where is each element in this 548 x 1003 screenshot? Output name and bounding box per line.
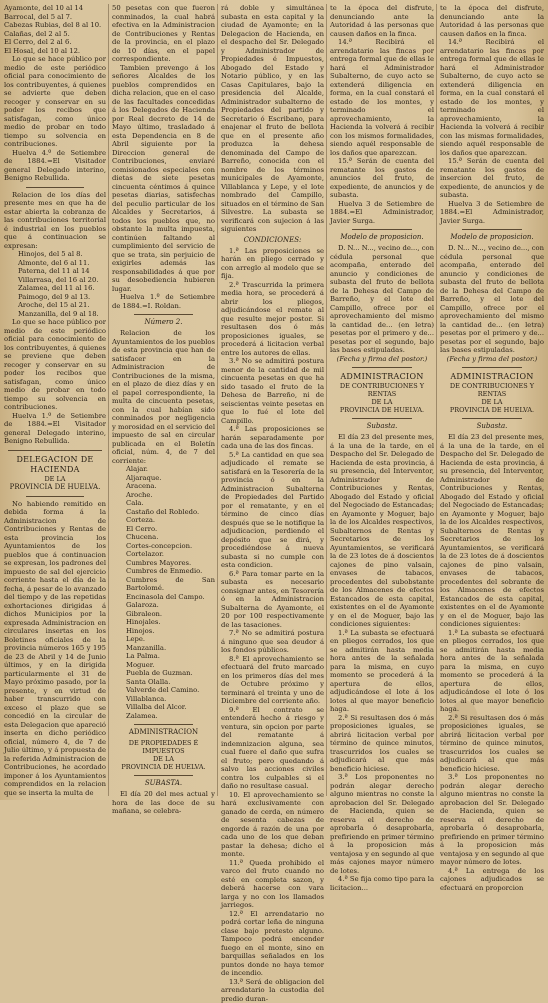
condition-item: 15.ª Serán de cuenta del rematante los gastos de anuncios del fruto, de expediente, de anuncios y de subasta.: [330, 157, 434, 200]
divider: [134, 314, 193, 315]
divider: [352, 418, 412, 419]
list-item: Galaroza.: [126, 601, 215, 610]
model-heading: Modelo de proposicion.: [330, 233, 434, 242]
list-item: Zalamea.: [126, 712, 215, 721]
paragraph: D. N... N..., vecino de..., con cédula personal que acompaña, enterado del anuncio y condiciones de subasta del fruto de bellota de la Dehesa del Campo de Barreño, y el lote del Campillo, ofrece por el aprovechamiento del mismo la cantidad de... (en letra) pesetas por el primero y de... pesetas por el segundo, bajo las bases estipuladas.: [440, 244, 544, 355]
section-heading-sub: PROVINCIA DE HUELVA.: [330, 406, 434, 414]
list-item: Cumbres de Enmedio.: [126, 567, 215, 576]
list-item: Villablanca.: [126, 695, 215, 704]
divider: [134, 724, 193, 725]
list-item: Barrocal, del 5 al 7.: [4, 13, 106, 22]
condition-item: 4.ª La entrega de los cajones adjudicados se efectuará en proporcion: [440, 867, 544, 893]
divider: [352, 367, 412, 368]
paragraph: Lo que se hace público por medio de este periódico oficial para conocimiento de los contribuyentes, á quienes se advierte que deben recoger y conservar en su poder los recibos que satisfagan, como único medio de probar en todo tiempo su solvencia en contribuciones.: [4, 55, 106, 149]
list-item: Cortelazor.: [126, 550, 215, 559]
condition-item: 1.ª La subasta se efectuará en pliegos cerrados, los que se admitirán hasta media hora antes de la señalada para la misma, en cuyo momento se procederá á la apertura de ellos, adjudicándose el lote ó los lotes al que mayor beneficio haga.: [440, 629, 544, 714]
condition-item: 9.ª El contrato se entenderá hecho á riesgo y ventura, sin opcion por parte del rematante á indemnizacion alguna, sea cual fuere el daño que sufra el fruto; pero quedando á salvo las acciones civiles contra los culpables si el daño no resultase casual.: [221, 706, 324, 791]
condition-item: 1.ª Las proposiciones se harán en pliego cerrado y con arreglo al modelo que se fija.: [221, 247, 324, 281]
model-heading: Modelo de proposicion.: [440, 233, 544, 242]
condition-item: 3.ª Los proponentes no podrán alegar derecho alguno mientras no conste la aprobacion del Sr. Delegado de Hacienda, quien se reserva el derecho de aprobarla ó desaprobarla, prefiriendo en primer término á la proposicion más ventajosa y en segundo al que más cajones mayor número de lotes.: [330, 773, 434, 875]
condition-item: 10. El aprovechamiento se hará exclusivamente con ganado de cerda, en número de sesenta cabezas de engorde á razón de una por cada uno de los que deban pastar la dehesa; dicho el monte.: [221, 791, 324, 859]
column-5: [440, 4, 544, 796]
paragraph: rá doble y simultánea subasta en esta capital y la ciudad de Ayamonte; en la Delegacion de Hacienda, en el despacho del Sr. Delegado y Administrador de Propiedades é Impuestos, Abogado del Estado y Notario público, y en las Casas Capitulares, bajo la presidencia del Alcalde, Administrador subalterno de Propiedades del partido y Secretario ó Escribano, para enajenar el fruto de bellota que en el presente año produzca la dehesa denominada del Campo de Barreño, conocida con el nombre de los términos municipales de Ayamonte, Villablanca y Lepe, y el lote nombrado del Campillo, situados en el término de San Silvestre. La subasta se verificará con sujecion á las siguientes: [221, 4, 324, 234]
section-heading: DELEGACION DE HACIENDA: [4, 455, 106, 475]
list-item: Cabezas Rubias, del 8 al 10.: [4, 21, 106, 30]
condition-item: 14.ª Recibirá el arrendatario las fincas por entrega formal que de ellas le hará el Administrador Subalterno, de cuyo acto se extenderá diligencia en forma, en la cual constará el estado de los montes, y terminado el aprovechamiento, la Hacienda la volverá á recibir con las mismas formalidades, siendo aquél responsable de los daños que aparezcan.: [440, 38, 544, 157]
list-item: Hinojos.: [126, 627, 215, 636]
condition-item: 2.ª Si resultasen dos ó más proposiciones iguales, se abrirá licitacion verbal por término de quince minutos, trascurridos los cuales se adjudicará al que más beneficio hiciese.: [440, 714, 544, 774]
paragraph: No habiendo remitido en debida forma á la Administracion de Contribuciones y Rentas de esta provincia los Ayuntamientos de los pueblos que á continuacion se expresan, los padrones del impuesto de sal del ejercicio corriente hasta el día de la fecha, á pesar de lo avanzado del tiempo y de las repetidas exhortaciones dirigidas á dichos Municipios por la expresada Administracion en circulares insertas en los Boletines oficiales de la provincia números 165 y 195 de 23 de Abril y 14 de Junio últimos, y en la dirigida particularmente el 31 de Mayo próximo pasado, por la presente, y en virtud de haber transcurrido con exceso el plazo que se concedió en la circular de esta Delegacion que apareció inserta en dicho periódico oficial, número 4, de 7 de Julio último, y á propuesta de la referida Administracion de Contribuciones, he acordado imponer á los Ayuntamientos comprendidos en la relacion que se inserta la multa de: [4, 500, 106, 798]
signature-paragraph: Huelva 1.º de Setiembre de 1884.=I. Roldan.: [112, 293, 215, 310]
list-item: Paimogo, del 9 al 13.: [18, 293, 106, 302]
paragraph: te la época del disfrute, denunciando ante la Autoridad á las personas que causen daños en la finca.: [440, 4, 544, 38]
column-rule: [108, 4, 109, 796]
list-item: Encinasola del Campo.: [126, 593, 215, 602]
list-item: Chucena.: [126, 533, 215, 542]
list-item: Paterna, del 11 al 14: [18, 267, 106, 276]
paragraph: El día 23 del presente mes, á la una de la tarde, en el Despacho del Sr. Delegado de Hacienda de esta provincia, á su presencia, del Interventor, Administrador de Contribuciones y Rentas, Abogado del Estado y oficial del Negociado de Estancadas; en Ayamonte y Moguer, bajo la de los Alcaldes respectivos, Subalternos de Rentas y Secretarios de los Ayuntamientos, se verificará la de 23 lotes de á doscientos cajones de pino valsain, envases de tabacos, procedentes del sobrante de los Almacenes de efectos Estancados de esta capital, existentes en el de Ayamonte y en el de Moguer, bajo las condiciones siguientes:: [440, 433, 544, 629]
section-heading: ADMINISTRACION: [330, 372, 434, 382]
paragraph: Relacion de los días del presente mes en que ha de estar abierta la cobranza de las contribuciones territorial é industrial en los pueblos que á continuacion se expresan:: [4, 191, 106, 251]
subsection-heading: Subasta.: [330, 422, 434, 431]
list-item: Almonte, del 6 al 11.: [18, 259, 106, 268]
divider: [462, 418, 522, 419]
divider: [134, 775, 193, 776]
section-heading-sub: DE CONTRIBUCIONES Y RENTAS: [440, 382, 544, 398]
section-heading: ADMINISTRACION: [112, 728, 215, 737]
section-heading-sub: DE LA: [4, 475, 106, 483]
signature-note: (Fecha y firma del postor.): [440, 355, 544, 364]
paragraph: Relacion de los Ayuntamientos de los pueblos de esta provincia que han de satisfacer en la Administracion de Contribuciones de la misma, en el plazo de diez días y en el papel correspondiente, la multa de cincuenta pesetas, con la cual habían sido conminados por negligencia y morosidad en el servicio del impuesto de sal en circular publicada en el Boletín oficial, núm. 4, de 7 del corriente:: [112, 329, 215, 465]
condition-item: 8.ª El aprovechamiento se efectuará del fruto marcado en los primeros días del mes de Octubre próximo y terminará el treinta y uno de Diciembre del corriente año.: [221, 655, 324, 706]
section-heading-sub: DE LA: [330, 398, 434, 406]
list-item: Gibraleon.: [126, 610, 215, 619]
section-heading-sub: PROVINCIA DE HUELVA.: [440, 406, 544, 414]
list-item: Cumbres Mayores.: [126, 559, 215, 568]
section-heading-sub: DE CONTRIBUCIONES Y RENTAS: [330, 382, 434, 398]
list-item: Villarrasa, del 16 al 20.: [18, 276, 106, 285]
paragraph: Tambien prevengo á los señores Alcaldes de los pueblos comprendidos en dicha relacion, que en el caso de las facultades concedidas á los Delegados de Hacienda por Real decreto de 14 de Mayo último, trasladado á esta Dependencia en 8 de Abril siguiente por la Direccion general de Contribuciones, enviaré comisionados especiales con dietas de siete pesetas cincuenta céntimos á quince pesetas diarias, satisfechas del peculio particular de los Alcaldes y Secretarios, á todos los pueblos que, no obstante la multa impuesta, continúen faltando al cumplimiento del servicio de que se trata, sin perjuicio de exigirles además las responsabilidades á que por su desobediencia hubieren lugar.: [112, 64, 215, 294]
condition-item: 2.ª Si resultasen dos ó más proposiciones iguales, se abrirá licitacion verbal por término de quince minutos, trascurridos los cuales se adjudicará al que más beneficio hiciese.: [330, 714, 434, 774]
list-item: El Cerro.: [126, 525, 215, 534]
paragraph: El día 23 del presente mes, á la una de la tarde, en el Despacho del Sr. Delegado de Hacienda de esta provincia, á su presencia, del Interventor, Administrador de Contribuciones y Rentas, Abogado del Estado y oficial del Negociado de Estancadas; en Ayamonte y Moguer, bajo la de los Alcaldes respectivos, Subalternos de Rentas y Secretarios de los Ayuntamientos, se verificará la de 23 lotes de á doscientos cajones de pino valsain, envases de tabacos, procedentes del subobstante de los Almacenes de efectos Estancados de esta capital, existentes en el de Ayamonte y en el de Moguer, bajo las condiciones siguientes:: [330, 433, 434, 629]
list-item: Aroche, del 15 al 21.: [18, 301, 106, 310]
section-heading-sub: DE LA: [440, 398, 544, 406]
list-item: Villalba del Alcor.: [126, 703, 215, 712]
condition-item: 2.ª Trascurrida la primera media hora, se procederá á abrir los pliegos, adjudicándose el remate al que resulte mejor postor. Si resultasen dos ó más proposiciones iguales, se procederá á licitacion verbal entre los autores de ellas.: [221, 281, 324, 358]
condition-item: 15.ª Serán de cuenta del rematante los gastos de insercion del fruto, de expediente, de anuncios y de subasta.: [440, 157, 544, 200]
condition-item: 4.ª Las proposiciones se harán separadamente por cada una de las dos fincas.: [221, 425, 324, 451]
paragraph: El día 20 del mes actual y hora de las doce de su mañana, se celebra-: [112, 790, 215, 816]
column-2: [112, 4, 215, 796]
condition-item: 11.ª Queda prohibido el varco del fruto cuando no esté en completa sazon, y deberá hacerse con vara larga y no con los llamados jarriegos.: [221, 859, 324, 910]
list-item: Lepe.: [126, 635, 215, 644]
divider: [462, 367, 522, 368]
section-heading-sub: PROVINCIA DE HUELVA.: [4, 483, 106, 492]
list-item: Hinojos, del 5 al 8.: [18, 250, 106, 259]
section-heading-sub: PROVINCIA DE HUELVA.: [112, 763, 215, 771]
paragraph: 50 pesetas con que fueron conminados, la cual habrá efectiva en la Administracion de Contribuciones y Rentas de la provincia, en el plazo de 10 días, en el papel correspondiente.: [112, 4, 215, 64]
list-item: El Cerro, del 2 al 6.: [4, 38, 106, 47]
ayuntamientos-list: [112, 465, 215, 720]
condition-item: 3.ª No se admitirá postura menor de la cantidad de mil cincuenta pesetas en que ha sido tasado el fruto de la Dehesa de Barreño, ni de seiscientas veinte pesetas en que lo fué el lote del Campillo.: [221, 357, 324, 425]
list-item: Aroche.: [126, 491, 215, 500]
column-rule: [217, 4, 218, 796]
column-4: [330, 4, 434, 796]
paragraph: D. N... N..., vecino de..., con cédula personal que acompaña, enterado del anuncio y condiciones de subasta del fruto de bellota de la Dehesa del Campo de Barreño, y el lote del Campillo, ofrece por el aprovechamiento del mismo la cantidad de... (en letra) pesetas por el primero y de... pesetas por el segundo, bajo las bases estipuladas.: [330, 244, 434, 355]
list-item: Aljaraque.: [126, 474, 215, 483]
list-item: Manzanilla, del 9 al 18.: [18, 310, 106, 319]
list-item: Cala.: [126, 499, 215, 508]
condition-item: 3.ª Los proponentes no podrán alegar derecho alguno mientras no conste la aprobacion del Sr. Delegado de Hacienda, quien se reserva el derecho de aprobarla ó desaprobarla, prefiriendo en primer término á la proposicion más ventajosa y en segundo al que mayor número de lotes.: [440, 773, 544, 867]
signature-paragraph: Huelva 1.º de Setiembre de 1884.=El Visitador general Delegado interino, Benigno Rebullida.: [4, 412, 106, 446]
number-heading: Número 2.: [112, 318, 215, 327]
condition-item: 5.ª La cantidad en que sea adjudicado el remate se satisfará en la Tesorería de la provincia ó en la Administracion Subalterna de Propiedades del Partido por el rematante, y en el término de cinco días después que se le notifique la adjudicacion, perdiendo el depósito que se dirá, y procediéndose á nueva subasta si no cumple con esta condicion.: [221, 451, 324, 570]
list-item: El Hosal, del 10 al 12.: [4, 47, 106, 56]
signature-paragraph: Huelva 3 de Setiembre de 1884.=El Administrador, Javier Surga.: [440, 200, 544, 226]
condition-item: 14.ª Recibirá el arrendatario las fincas por entrega formal que de ellas le hará el Administrador Subalterno, de cuyo acto se extenderá diligencia en forma, en la cual constará el estado de los montes, y terminado el aprovechamiento, la Hacienda la volverá á recibir con los mismos formalidades, siendo aquél responsable de los daños que aparezcan.: [330, 38, 434, 157]
condition-item: 12.ª El arrendatario no podrá cortar leña de ninguna clase bajo pretesto alguno. Tampoco podrá encender fuego en el monte, sino en barquillas señalados en los puntos donde no haya temor de incendio.: [221, 910, 324, 978]
signature-paragraph: Huelva 3 de Setiembre de 1884.=El Administrador, Javier Surga.: [330, 200, 434, 226]
column-1: [4, 4, 106, 796]
divider: [26, 187, 84, 188]
condition-item: 7.ª No se admitirá postura á ninguno que sea deudor á los fondos públicos.: [221, 629, 324, 655]
list-item: Valverde del Camino.: [126, 686, 215, 695]
subsection-heading: Subasta.: [440, 422, 544, 431]
list-item: Alajar.: [126, 465, 215, 474]
divider: [462, 229, 522, 230]
list-item: Moguer.: [126, 661, 215, 670]
condition-item: 6.ª Para tomar parte en la subasta es necesario consignar antes, en Tesorería ó en la Administracion Subalterna de Ayamonte, el 20 por 100 respectivamente de las tasaciones.: [221, 570, 324, 630]
list-item: Hinojales.: [126, 618, 215, 627]
column-3: [221, 4, 324, 796]
list-item: Santa Olalla.: [126, 678, 215, 687]
conditions-heading: CONDICIONES:: [221, 236, 324, 245]
divider: [352, 229, 412, 230]
condition-item: 13.ª Será de obligacion del arrendatario la custodia del predio duran-: [221, 978, 324, 1003]
condition-item: 1.ª La subasta se efectuará en pliegos cerrados, los que se admitirán hasta media hora antes de la señalada para la misma, en cuyo momento se procederá á la apertura de ellos, adjudicándose el lote á los lotes al que mayor beneficio haga.: [330, 629, 434, 714]
column-rule: [436, 4, 437, 796]
list-item: Aracena.: [126, 482, 215, 491]
divider: [26, 496, 84, 497]
section-heading-sub: DE LA: [112, 755, 215, 763]
list-item: Manzanilla.: [126, 644, 215, 653]
list-item: Corteza.: [126, 516, 215, 525]
section-heading-sub: DE PROPIEDADES É IMPUESTOS: [112, 739, 215, 755]
list-item: La Palma.: [126, 652, 215, 661]
list-item: Cumbres de San Bartolomé.: [126, 576, 215, 593]
signature-paragraph: Huelva 4.º de Setiembre de 1884.=El Visitador general Delegado interino, Benigno Rebullida.: [4, 149, 106, 183]
paragraph: te la época del disfrute, denunciando ante la Autoridad á las personas que causen daños en la finca.: [330, 4, 434, 38]
divider: [8, 450, 102, 451]
cobranza-list-2: [4, 250, 106, 318]
list-item: Calañas, del 2 al 5.: [4, 30, 106, 39]
column-rule: [326, 4, 327, 796]
subsection-heading: SUBASTA.: [112, 779, 215, 788]
list-item: Puebla de Guzman.: [126, 669, 215, 678]
list-item: Cortes-concepcion.: [126, 542, 215, 551]
list-item: Ayamonte, del 10 al 14: [4, 4, 106, 13]
list-item: Zalamea, del 11 al 16.: [18, 284, 106, 293]
signature-note: (Fecha y firma del postor.): [330, 355, 434, 364]
condition-item: 4.ª Se fija como tipo para la licitacion...: [330, 875, 434, 892]
paragraph: Lo que se hace público por medio de este periódico oficial para conocimiento de los contribuyentes, á quienes se previene que deben recoger y conservar en su poder los recibos que satisfagan, como único medio de probar en todo tiempo su solvencia en contribuciones.: [4, 318, 106, 412]
cobranza-list-1: [4, 4, 106, 55]
list-item: Castaño del Robledo.: [126, 508, 215, 517]
section-heading: ADMINISTRACION: [440, 372, 544, 382]
